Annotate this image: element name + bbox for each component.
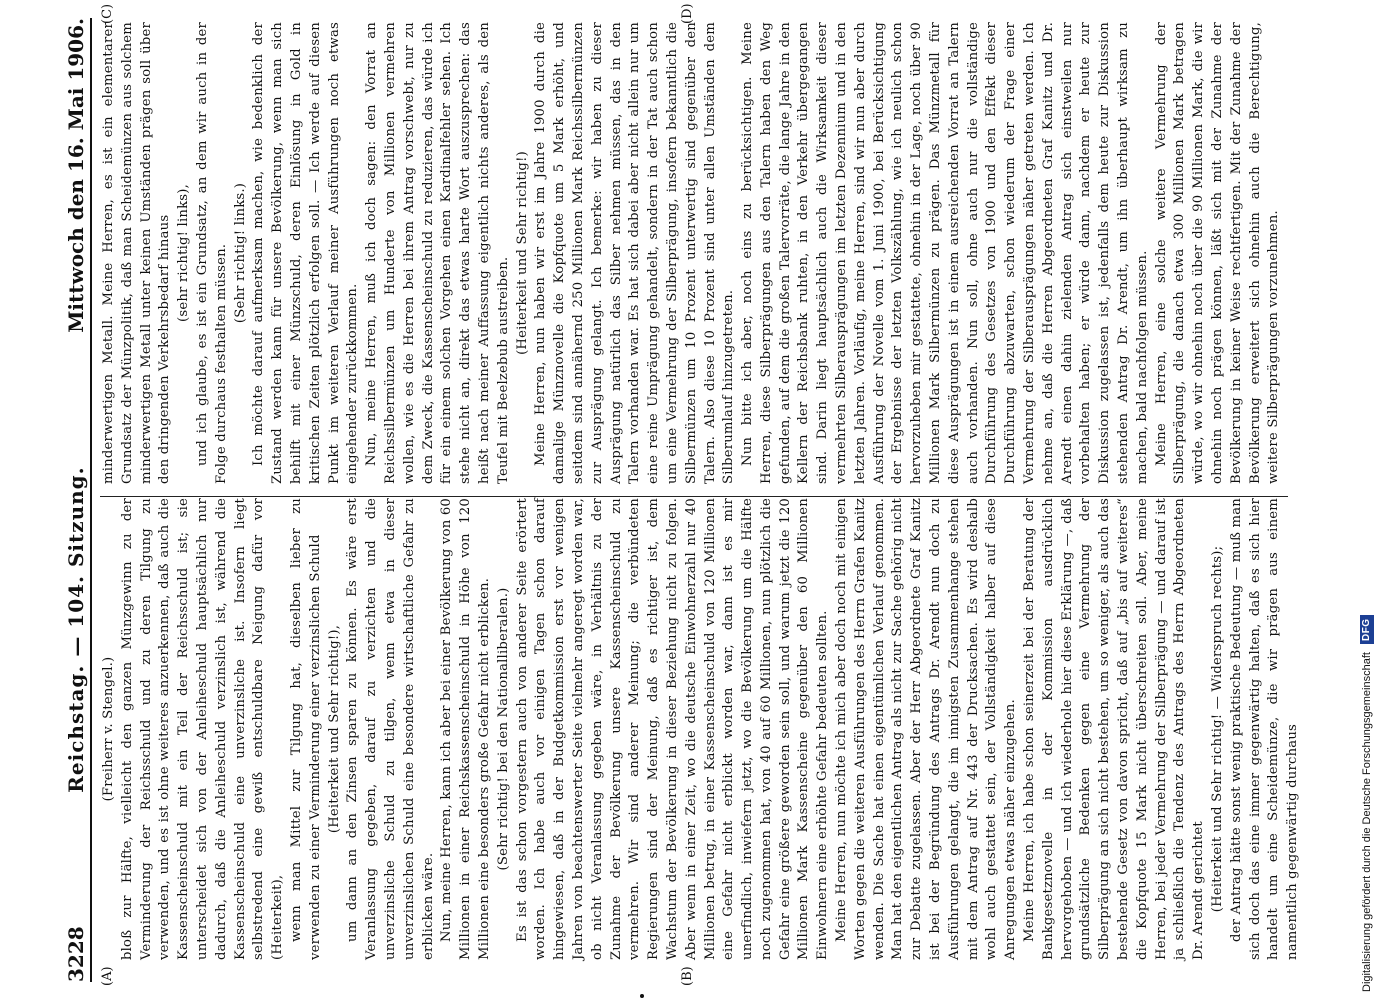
paragraph: (Sehr richtig! links.) <box>232 182 248 324</box>
margin-marker-b: (B) <box>680 966 695 986</box>
paragraph: (Heiterkeit und Sehr richtig!) <box>514 151 530 355</box>
paragraph: und ich glaube, es ist ein Grundsatz, an dem wir auch in der Folge durchaus festhalten müssen. <box>194 22 229 484</box>
margin-marker-c: (C) <box>100 3 115 24</box>
margin-marker-a: (A) <box>100 966 115 986</box>
digitization-note <box>1352 8 1378 992</box>
paragraph: (Heiterkeit und Sehr richtig! — Widerspruch rechts); <box>1210 545 1226 913</box>
paragraph: Meine Herren, eine solche weitere Vermehrung der Silberprägung, die danach etwa 300 Millionen Mark betragen würde, wo wir ohnehin noch über die 90 Millionen Mark, die wir ohnehin noch prägen können, läßt sich mit der Zunahme der Bevölkerung in keiner Weise rechtfertigen. Mit der Zunahme der Bevölkerung erweitert sich ohnehin auch die Berechtigung, weitere Silberprägungen vorzunehmen. <box>1153 22 1282 484</box>
paragraph: minderwertigen Metall. Meine Herren, es ist ein elementarer Grundsatz der Münzpolitik, daß man Scheidemünzen aus solchem minderwertigen Metall unter keinen Umständen prägen soll über den dringenden Verkehrsbedarf hinaus <box>101 22 173 484</box>
left-text-column <box>100 498 1301 960</box>
column-divider <box>100 496 1288 497</box>
paragraph: wenn man Mittel zur Tilgung hat, dieselben lieber zu verwenden zu einer Verminderung einer verzinslichen Schuld <box>288 498 323 960</box>
dfg-logo: DFG <box>1360 615 1374 644</box>
page-header <box>60 18 88 982</box>
paragraph: Nun, meine Herren, muß ich doch sagen: den Vorrat an Reichssilbermünzen um Hunderte von Millionen vermehren wollen, wie es die Herren bei ihrem Antrag vorschwebt, nur zu dem Zweck, die Kassenscheinschuld zu reduzieren, das würde ich für ein einem solchen Vorgehen einen Kardinalfehler sehen. Ich stehe nicht an, direkt das etwas harte Wort auszusprechen: das heißt nach meiner Auffassung eigentlich nichts anderes, als den Teufel mit Beelzebub austreiben. <box>364 22 511 484</box>
paragraph: Nun, meine Herren, kann ich aber bei einer Bevölkerung von 60 Millionen in einer Reichskassenscheinschuld in Höhe von 120 Millionen eine besonders große Gefahr nicht erblicken. <box>439 498 492 960</box>
session-date: Mittwoch den 16. Mai 1906. <box>64 18 88 333</box>
header-rule <box>90 18 92 982</box>
page-number: 3228 <box>64 926 88 982</box>
paragraph: der Antrag hätte sonst wenig praktische Bedeutung — muß man sich doch das eine immer gegenwärtig halten, daß es sich hier handelt um eine Scheidemünze, die wir prägen aus einem namentlich gegenwärtig durchaus <box>1228 498 1301 960</box>
paragraph: (sehr richtig! links), <box>176 184 192 322</box>
paragraph: Es ist das schon vorgestern auch von anderer Seite erörtert worden. Ich habe auch vor einigen Tagen schon darauf hingewiesen, daß in der Budgetkommission erst vor wenigen Jahren von beachtenswerter Seite vielmehr angeregt worden war, ob nicht Veranlassung gegeben wäre, in Verhältnis zu der Zunahme der Bevölkerung unsere Kassenscheinschuld zu vermehren. Wir sind anderer Meinung; die verbündeten Regierungen sind der Meinung, daß es richtiger ist, dem Wachstum der Bevölkerung in dieser Beziehung nicht zu folgen. Aber wenn in einer Zeit, wo die deutsche Einwohnerzahl nur 40 Millionen betrug, in einer Kassenscheinschuld von 120 Millionen eine Gefahr nicht erblickt worden war, dann ist es mir unerfindlich, inwiefern jetzt, wo die Bevölkerung um die Hälfte noch zugenommen hat, von 40 auf 60 Millionen, nun plötzlich die Gefahr eine größere geworden sein soll, und warum jetzt die 120 Millionen Mark Kassenscheine gegenüber den 60 Millionen Einwohnern eine erhöhte Gefahr bedeuten sollten. <box>514 498 831 960</box>
paragraph: um dann an den Zinsen sparen zu können. Es wäre erst Veranlassung gegeben, darauf zu verzichten und die unverzinsliche Schuld zu tilgen, wenn etwa in dieser unverzinslichen Schuld eine besondere wirtschaftliche Gefahr zu erblicken wäre. <box>345 498 436 960</box>
paragraph: Meine Herren, ich habe schon seinerzeit bei der Beratung der Bankgesetznovelle in der Kommission ausdrücklich hervorgehoben — und ich wiederhole hier diese Erklärung —, daß grundsätzliche Bedenken gegen eine Vermehrung der Silberprägung an sich nicht bestehen, um so weniger, als auch das bestehende Gesetz von davon spricht, daß auf „bis auf weiteres“ die Kopfquote 15 Mark nicht überschreiten soll. Aber, meine Herren, bei jeder Vermehrung der Silberprägung — und darauf ist ja schließlich die Tendenz des Antrags des Herrn Abgeordneten Dr. Arendt gerichtet <box>1022 498 1207 960</box>
paragraph: Meine Herren, nun haben wir erst im Jahre 1900 durch die damalige Münznovelle die Kopfquote um 5 Mark erhöht, und seitdem sind annähernd 250 Millionen Mark Reichssilbermünzen zur Ausprägung gelangt. Ich bemerke: wir haben zu dieser Ausprägung natürlich das Silber nehmen müssen, das in den Talern vorhanden war. Es hat sich dabei aber nicht allein nur um eine reine Umprägung gehandelt, sondern in der Tat auch schon um eine Vermehrung der Silberprägung, insofern bekanntlich die Silbermünzen um 10 Prozent unterwertig sind gegenüber den Talern. Also diese 10 Prozent sind unter allen Umständen dem Silberumlauf hinzugetreten. <box>533 22 737 484</box>
paragraph: Nun bitte ich aber, noch eins zu berücksichtigen. Meine Herren, diese Silberprägungen aus den Talern haben den Weg gefunden, auf dem die großen Talervorräte, die lange Jahre in den Kellern der Reichsbank ruhten, in den Verkehr übergegangen sind. Darin liegt hauptsächlich auch die Wirksamkeit dieser vermehrten Silberausprägungen im letzten Dezennium und in den letzten Jahren. Vorläufig, meine Herren, sind wir nun aber durch Ausführung der Novelle vom 1. Juni 1900, bei Berücksichtigung der Ergebnisse der letzten Volkszählung, wie ich neulich schon hervorzuheben mir gestattete, ohnehin in der Lage, noch über 90 Millionen Mark Silbermünzen zu prägen. Das Münzmetall für diese Ausprägungen ist in einem ausreichenden Vorrat an Talern auch vorhanden. Nun soll, ohne auch nur die vollständige Durchführung des Gesetzes von 1900 und den Effekt dieser Durchführung abzuwarten, schon wiederum der Frage einer Vermehrung der Silberausprägungen näher getreten werden. Ich nehme an, daß die Herren Abgeordneten Graf Kanitz und Dr. Arendt einen dahin zielenden Antrag sich einstweilen nur vorbehalten haben; er würde dann, nachdem er heute zur Diskussion zugelassen ist, jedenfalls dem heute zur Diskussion stehenden Antrag Dr. Arendt, um ihn überhaupt wirksam zu machen, bald nachfolgen müssen. <box>740 22 1150 484</box>
paragraph: bloß zur Hälfte, vielleicht den ganzen Münzgewinn zu der Verminderung der Reichsschuld und zu deren Tilgung zu verwenden, und es ist ohne weiteres anzuerkennen, daß auch die Kassenscheinschuld mit ein Teil der Reichsschuld ist; sie unterscheidet sich von der Anleiheschuld hauptsächlich nur dadurch, daß die Anleiheschuld verzinslich ist, während die Kassenscheinschuld eine unverzinsliche ist. Insofern liegt selbstredend eine gewiß entschuldbare Neigung dafür vor (Heiterkeit), <box>119 498 286 960</box>
paragraph: Meine Herren, nun möchte ich mich aber doch noch mit einigen Worten gegen die weiteren Ausführungen des Herrn Grafen Kanitz wenden. Die Sache hat einen eigentümlichen Verlauf genommen. Man hat den eigentlichen Antrag als nicht zur Sache gehörig nicht zur Debatte zugelassen. Aber der Herr Abgeordnete Graf Kanitz ist bei der Begründung des Antrags Dr. Arendt nun doch zu Ausführungen gelangt, die im innigsten Zusammenhange stehen mit dem Antrag auf Nr. 443 der Drucksachen. Es wird deshalb wohl auch gestattet sein, der Vollständigkeit halber auf diese Anregungen etwas näher einzugehen. <box>834 498 1019 960</box>
paragraph: (Heiterkeit und Sehr richtig!), <box>326 624 342 834</box>
rotated-page <box>40 0 1305 1000</box>
paragraph: (Freiherr v. Stengel.) <box>101 656 116 802</box>
right-text-column <box>100 22 1288 484</box>
digitization-text: Digitalisierung gefördert durch die Deutsche Forschungsgemeinschaft <box>1361 652 1373 992</box>
page-title: Reichstag. — 104. Sitzung. <box>64 466 88 793</box>
margin-dot <box>640 994 644 998</box>
margin-marker-d: (D) <box>680 3 695 24</box>
paragraph: Ich möchte darauf aufmerksam machen, wie bedenklich der Zustand werden kann für unsere Bevölkerung, wenn man sich behilft mit einer Münzschuld, deren Einlösung in Gold in kritischen Zeiten plötzlich erfolgen soll. — Ich werde auf diesen Punkt im weiteren Verlauf meiner Ausführungen noch etwas eingehender zurückkommen. <box>251 22 361 484</box>
paragraph: (Sehr richtig! bei den Nationalliberalen.) <box>495 587 511 871</box>
